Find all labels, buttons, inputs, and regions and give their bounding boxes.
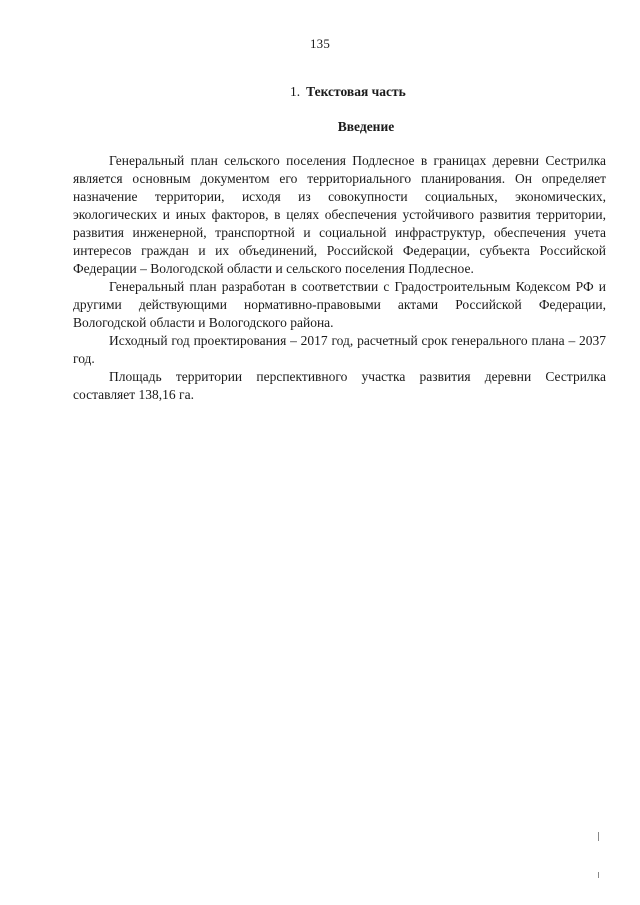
- scan-mark: [598, 872, 599, 878]
- paragraph: Площадь территории перспективного участка развития деревни Сестрилка составляет 138,16 га.: [73, 369, 606, 402]
- paragraph: Исходный год проектирования – 2017 год, расчетный срок генерального плана – 2037 год.: [73, 333, 606, 366]
- section-number: 1.: [290, 84, 301, 99]
- intro-heading: Введение: [337, 119, 395, 134]
- section-title: Текстовая часть: [306, 84, 406, 99]
- page-number: 135: [309, 36, 331, 51]
- paragraph: Генеральный план разработан в соответствии с Градостроительным Кодексом РФ и другими действующими нормативно-правовыми актами Российской Федерации, Вологодской области и Вологодского района.: [73, 279, 606, 330]
- body-text: [73, 152, 606, 404]
- scan-mark: [598, 832, 599, 841]
- section-heading: [290, 84, 406, 100]
- paragraph: Генеральный план сельского поселения Подлесное в границах деревни Сестрилка является основным документом его территориального планирования. Он определяет назначение территории, исходя из совокупности социальных, экономических, экологических и иных факторов, в целях обеспечения устойчивого развития территории, развития инженерной, транспортной и социальной инфраструктур, обеспечения учета интересов граждан и их объединений, Российской Федерации, субъекта Российской Федерации – Вологодской области и сельского поселения Подлесное.: [73, 153, 606, 276]
